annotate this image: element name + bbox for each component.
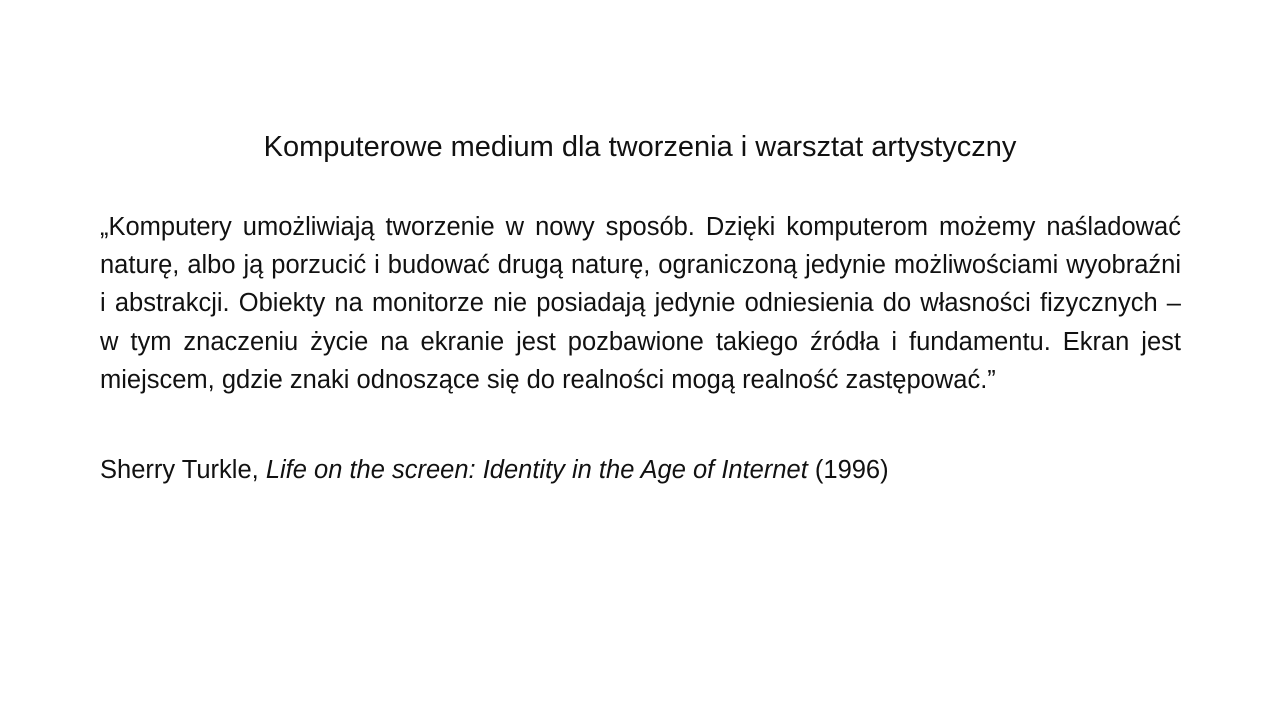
citation-work-title: Life on the screen: Identity in the Age of Internet	[265, 456, 808, 484]
citation-year: (1996)	[807, 456, 889, 484]
quote-paragraph: „Komputery umożliwiają tworzenie w nowy sposób. Dzięki komputerom możemy naśladować naturę, albo ją porzucić i budować drugą naturę, ograniczoną jedynie możliwościami wyobraźni i abstrakcji. Obiekty na monitorze nie posiadają jedynie odniesienia do własności fizycznych – w tym znaczeniu życie na ekranie jest pozbawione takiego źródła i fundamentu. Ekran jest miejscem, gdzie znaki odnoszące się do realności mogą realność zastępować.”	[100, 213, 1181, 394]
slide-title: Komputerowe medium dla tworzenia i warsztat artystyczny	[263, 131, 1017, 163]
citation-author: Sherry Turkle,	[100, 456, 266, 484]
citation	[100, 451, 1181, 489]
